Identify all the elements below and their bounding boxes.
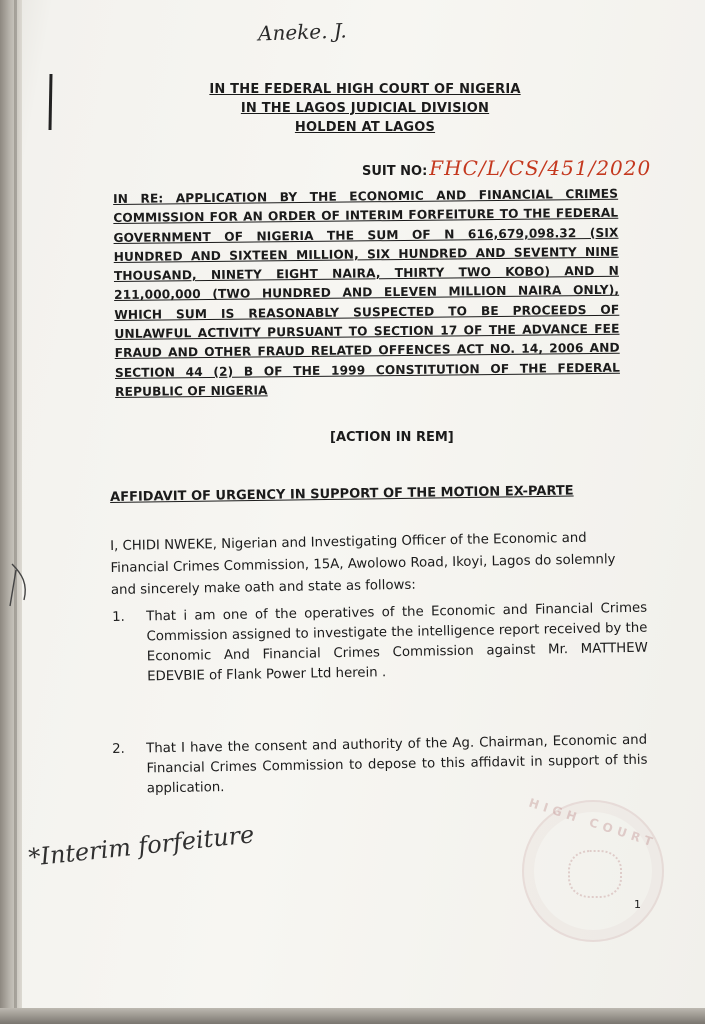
handwritten-name: Aneke. J. — [257, 18, 348, 46]
page-number: 1 — [634, 898, 641, 911]
handwritten-margin-note: *Interim forfeiture — [27, 820, 256, 872]
case-caption: IN RE: APPLICATION BY THE ECONOMIC AND FINANCIAL CRIMES COMMISSION FOR AN ORDER OF INTERIM FORFEITURE TO THE FEDERAL GOVERNMENT OF NIGERIA THE SUM OF N 616,679,098.32 (SIX HUNDRED AND SIXTEEN MILLION, SIX HUNDRED AND SEVENTY NINE THOUSAND, NINETY EIGHT NAIRA, THIRTY TWO KOBO) AND N 211,000,000 (TWO HUNDRED AND ELEVEN MILLION NAIRA ONLY), WHICH SUM IS REASONABLY SUSPECTED TO BE PROCEEDS OF UNLAWFUL ACTIVITY PURSUANT TO SECTION 17 OF THE ADVANCE FEE FRAUD AND OTHER FRAUD RELATED OFFENCES ACT NO. 14, 2006 AND SECTION 44 (2) B OF THE 1999 CONSTITUTION OF THE FEDERAL REPUBLIC OF NIGERIA — [113, 186, 620, 399]
margin-scribble — [4, 560, 38, 610]
affidavit-paragraph-1 — [112, 599, 648, 688]
paragraph-number: 1. — [112, 609, 125, 625]
seal-emblem — [568, 850, 622, 898]
paragraph-number: 2. — [112, 741, 125, 757]
paper-binding-edge — [0, 0, 22, 1024]
margin-ink-mark — [44, 72, 58, 132]
action-in-rem: [ACTION IN REM] — [330, 430, 454, 445]
suit-number-label: SUIT NO: — [362, 164, 428, 179]
court-title-line-3: HOLDEN AT LAGOS — [294, 120, 436, 135]
court-title-line-2: IN THE LAGOS JUDICIAL DIVISION — [240, 101, 490, 116]
page-bottom-shadow — [0, 1008, 705, 1024]
affidavit-heading: AFFIDAVIT OF URGENCY IN SUPPORT OF THE MOTION EX-PARTE — [110, 483, 574, 505]
seal-text: HIGH COURT — [527, 795, 659, 851]
deponent-intro: I, CHIDI NWEKE, Nigerian and Investigating Officer of the Economic and Financial Crimes Commission, 15A, Awolowo Road, Ikoyi, Lagos do solemnly and sincerely make oath and state as follows: — [110, 530, 616, 598]
suit-number-line — [362, 156, 651, 180]
paragraph-text: That I have the consent and authority of the Ag. Chairman, Economic and Financial Crimes Commission to depose to this affidavit in support of this application. — [146, 732, 648, 797]
court-title-line-1: IN THE FEDERAL HIGH COURT OF NIGERIA — [209, 82, 521, 97]
affidavit-paragraph-2 — [112, 731, 648, 800]
court-seal-stamp — [522, 795, 664, 942]
paragraph-text: That i am one of the operatives of the Economic and Financial Crimes Commission assigned to investigate the intelligence report received by the Economic And Financial Crimes Commission against Mr. MATTHEW EDEVBIE of Flank Power Ltd herein . — [146, 600, 648, 685]
handwritten-suit-number: FHC/L/CS/451/2020 — [429, 156, 652, 180]
